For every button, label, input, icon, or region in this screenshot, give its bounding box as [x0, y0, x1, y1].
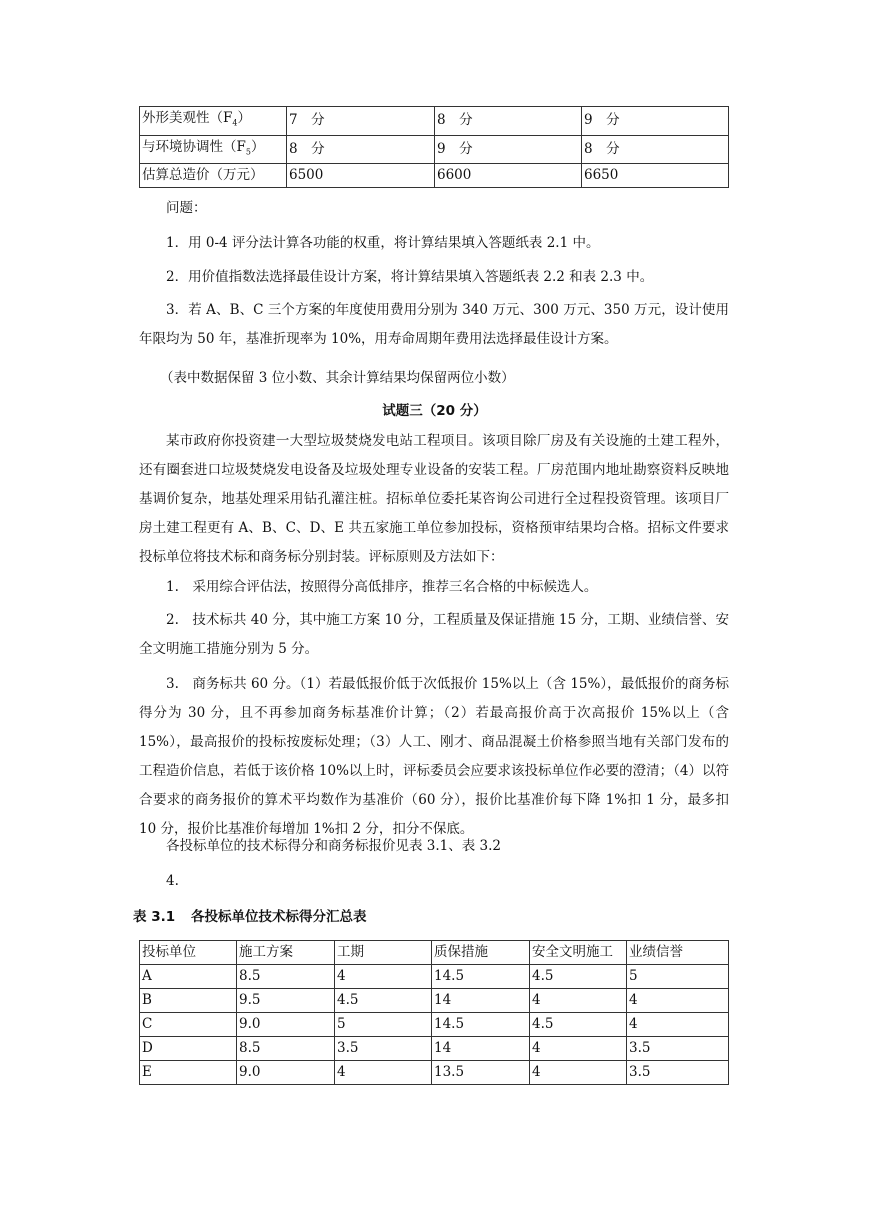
table-row [140, 965, 729, 989]
rounding-note: （表中数据保留 3 位小数、其余计算结果均保留两位小数） [160, 370, 515, 386]
criteria-item-4: 4. [166, 873, 179, 889]
table-row [140, 107, 729, 136]
bidder-cell: E [140, 1061, 237, 1085]
score-cell: 3.5 [335, 1037, 432, 1061]
score-cell: 3.5 [627, 1037, 729, 1061]
bidder-cell: A [140, 965, 237, 989]
table-header-row [140, 941, 729, 965]
column-header: 质保措施 [432, 941, 530, 965]
table-row [140, 1013, 729, 1037]
question-3: 3．若 A、B、C 三个方案的年度使用费用分别为 340 万元、300 万元、350 万元，设计使用年限均为 50 年，基准折现率为 10%，用寿命周期年费用法选择最佳设计方案。 [139, 302, 729, 347]
score-cell: 4 [627, 1013, 729, 1037]
score-cell: 14 [432, 1037, 530, 1061]
section-title: 试题三（20 分） [382, 403, 487, 419]
questions-heading: 问题： [166, 200, 207, 216]
score-cell: 14.5 [432, 1013, 530, 1037]
table-cell: 8 分 [287, 135, 435, 164]
score-cell: 4.5 [530, 965, 627, 989]
column-header: 业绩信誉 [627, 941, 729, 965]
table-cell: 6650 [582, 164, 729, 188]
row-label: 与环境协调性$(F_5)$ [140, 135, 287, 164]
table-row [140, 135, 729, 164]
score-cell: 4.5 [335, 989, 432, 1013]
score-cell: 4 [530, 1037, 627, 1061]
design-scheme-score-table [139, 106, 729, 188]
table-cell: 8 分 [435, 107, 582, 136]
column-header: 工期 [335, 941, 432, 965]
row-label: 外形美观性$(F_4)$ [140, 107, 287, 136]
technical-score-table [139, 940, 729, 1085]
score-cell: 4 [335, 1061, 432, 1085]
score-cell: 4.5 [530, 1013, 627, 1037]
criteria-item-3: 3. 商务标共 60 分。（1）若最低报价低于次低报价 15%以上（含 15%），最低报价的商务标得分为 30 分，且不再参加商务标基准价计算；（2）若最高报价高于次高报价 15%以上（含 15%），最高报价的投标按废标处理；（3）人工、刚才、商品混凝土价格参照当地有关部门发布的工程造价信息，若低于该价格 10%以上时，评标委员会应要求该投标单位作必要的澄清；（4）以符合要求的商务报价的算术平均数作为基准价（60 分），报价比基准价每下降 1%扣 1 分，最多扣 10 分，报价比基准价每增加 1%扣 2 分，扣分不保底。 [139, 676, 729, 837]
score-cell: 4 [530, 1061, 627, 1085]
table-row [140, 1061, 729, 1085]
table-cell: 9 分 [582, 107, 729, 136]
column-header: 投标单位 [140, 941, 237, 965]
table-cell: 8 分 [582, 135, 729, 164]
table-cell: 7 分 [287, 107, 435, 136]
column-header: 安全文明施工 [530, 941, 627, 965]
score-cell: 4 [530, 989, 627, 1013]
score-cell: 13.5 [432, 1061, 530, 1085]
table-row [140, 989, 729, 1013]
score-cell: 8.5 [237, 965, 335, 989]
criteria-item-2: 2. 技术标共 40 分，其中施工方案 10 分，工程质量及保证措施 15 分，工期、业绩信誉、安全文明施工措施分别为 5 分。 [139, 612, 729, 657]
score-cell: 5 [335, 1013, 432, 1037]
criteria-item-1: 1. 采用综合评估法，按照得分高低排序，推荐三名合格的中标候选人。 [166, 579, 598, 595]
score-cell: 5 [627, 965, 729, 989]
table-reference: 各投标单位的技术标得分和商务标报价见表 3.1、表 3.2 [166, 838, 502, 854]
table-cell: 6600 [435, 164, 582, 188]
score-cell: 4 [627, 989, 729, 1013]
bidder-cell: D [140, 1037, 237, 1061]
table-caption-number: 表 3.1 [133, 909, 176, 925]
bidder-cell: B [140, 989, 237, 1013]
question-2: 2．用价值指数法选择最佳设计方案，将计算结果填入答题纸表 2.2 和表 2.3 中。 [166, 269, 654, 285]
table-row [140, 1037, 729, 1061]
section-intro: 某市政府你投资建一大型垃圾焚烧发电站工程项目。该项目除厂房及有关设施的土建工程外，还有圈套进口垃圾焚烧发电设备及垃圾处理专业设备的安装工程。厂房范围内地址勘察资料反映地基调价复杂，地基处理采用钻孔灌注桩。招标单位委托某咨询公司进行全过程投资管理。该项目厂房土建工程更有 A、B、C、D、E 共五家施工单位参加投标，资格预审结果均合格。招标文件要求投标单位将技术标和商务标分别封装。评标原则及方法如下： [139, 433, 729, 565]
score-cell: 14 [432, 989, 530, 1013]
table-row [140, 164, 729, 188]
column-header: 施工方案 [237, 941, 335, 965]
score-cell: 9.0 [237, 1061, 335, 1085]
score-cell: 9.5 [237, 989, 335, 1013]
table-cell: 9 分 [435, 135, 582, 164]
score-cell: 3.5 [627, 1061, 729, 1085]
bidder-cell: C [140, 1013, 237, 1037]
score-cell: 8.5 [237, 1037, 335, 1061]
table-cell: 6500 [287, 164, 435, 188]
table-caption [133, 908, 367, 926]
row-label: 估算总造价（万元） [140, 164, 287, 188]
score-cell: 4 [335, 965, 432, 989]
score-cell: 9.0 [237, 1013, 335, 1037]
table-caption-title: 各投标单位技术标得分汇总表 [191, 909, 367, 925]
question-1: 1．用 0-4 评分法计算各功能的权重，将计算结果填入答题纸表 2.1 中。 [166, 235, 600, 251]
score-cell: 14.5 [432, 965, 530, 989]
